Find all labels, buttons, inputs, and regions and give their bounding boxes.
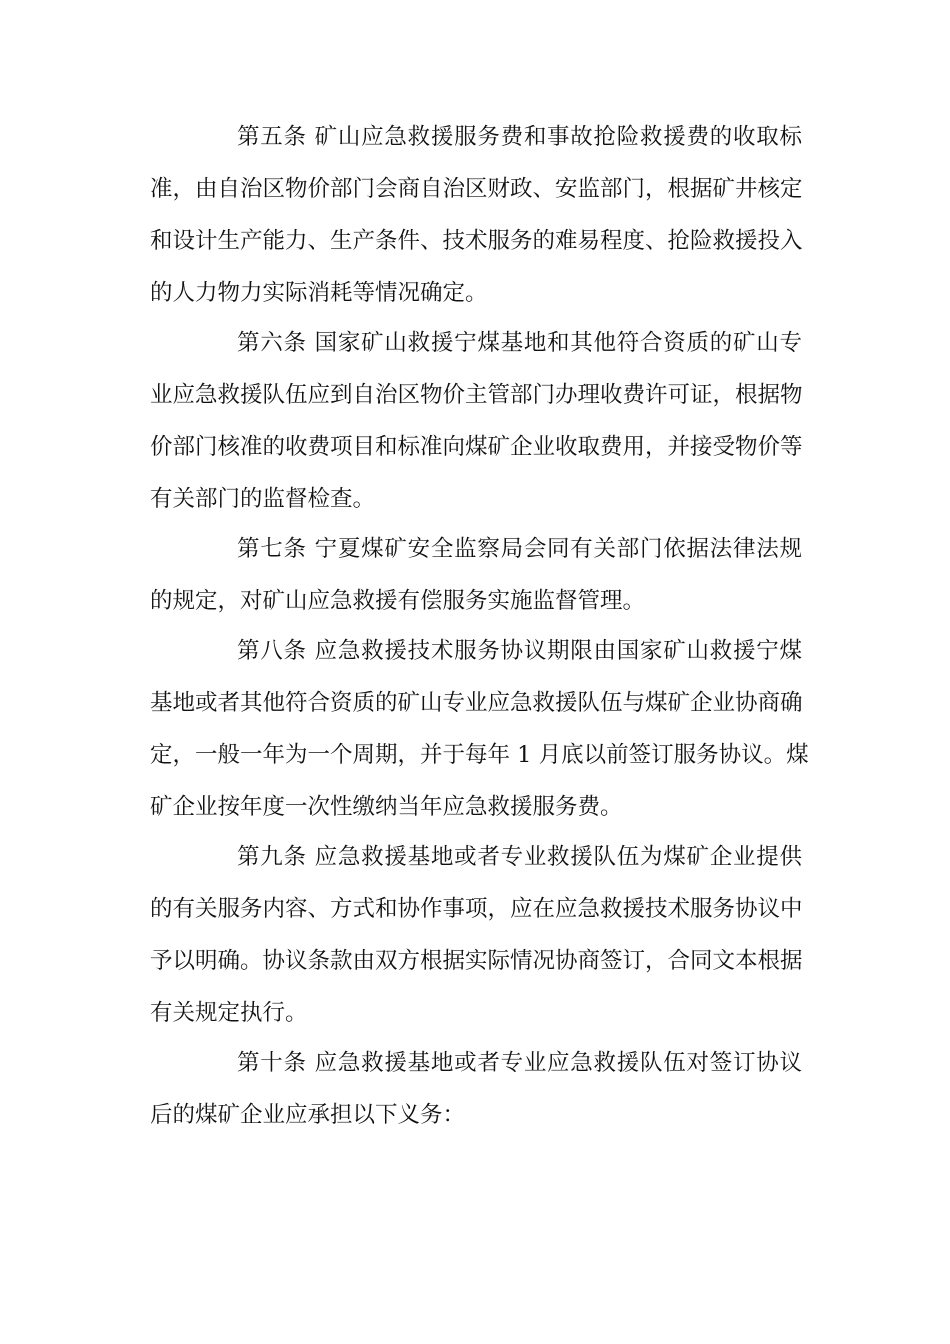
article-8-paragraph [150, 625, 809, 833]
paragraph-line: 矿企业按年度一次性缴纳当年应急救援服务费。 [150, 794, 623, 820]
paragraph-line: 的人力物力实际消耗等情况确定。 [150, 280, 488, 306]
article-5-paragraph [150, 111, 802, 319]
article-9-paragraph [150, 831, 802, 1039]
article-10-paragraph [150, 1037, 802, 1141]
paragraph-line: 第八条 应急救援技术服务协议期限由国家矿山救援宁煤 [237, 638, 802, 664]
paragraph-line: 和设计生产能力、生产条件、技术服务的难易程度、抢险救援投入 [150, 228, 803, 254]
paragraph-line: 有关规定执行。 [150, 1000, 308, 1026]
paragraph-line: 第六条 国家矿山救援宁煤基地和其他符合资质的矿山专 [237, 330, 802, 356]
paragraph-line: 业应急救援队伍应到自治区物价主管部门办理收费许可证，根据物 [150, 382, 803, 408]
paragraph-line: 第五条 矿山应急救援服务费和事故抢险救援费的收取标 [237, 124, 802, 150]
paragraph-line: 予以明确。协议条款由双方根据实际情况协商签订，合同文本根据 [150, 948, 803, 974]
article-6-paragraph [150, 317, 802, 525]
paragraph-line: 第九条 应急救援基地或者专业救援队伍为煤矿企业提供 [237, 844, 802, 870]
paragraph-line: 定，一般一年为一个周期，并于每年 1 月底以前签订服务协议。煤 [150, 742, 809, 768]
paragraph-line: 的规定，对矿山应急救援有偿服务实施监督管理。 [150, 588, 646, 614]
article-7-paragraph [150, 523, 802, 627]
paragraph-line: 基地或者其他符合资质的矿山专业应急救援队伍与煤矿企业协商确 [150, 690, 803, 716]
paragraph-line: 的有关服务内容、方式和协作事项，应在应急救援技术服务协议中 [150, 896, 803, 922]
paragraph-line: 第十条 应急救援基地或者专业应急救援队伍对签订协议 [237, 1050, 802, 1076]
paragraph-line: 准，由自治区物价部门会商自治区财政、安监部门，根据矿井核定 [150, 176, 803, 202]
paragraph-line: 有关部门的监督检查。 [150, 486, 376, 512]
paragraph-line: 后的煤矿企业应承担以下义务： [150, 1102, 466, 1128]
paragraph-line: 第七条 宁夏煤矿安全监察局会同有关部门依据法律法规 [237, 536, 802, 562]
paragraph-line: 价部门核准的收费项目和标准向煤矿企业收取费用，并接受物价等 [150, 434, 803, 460]
